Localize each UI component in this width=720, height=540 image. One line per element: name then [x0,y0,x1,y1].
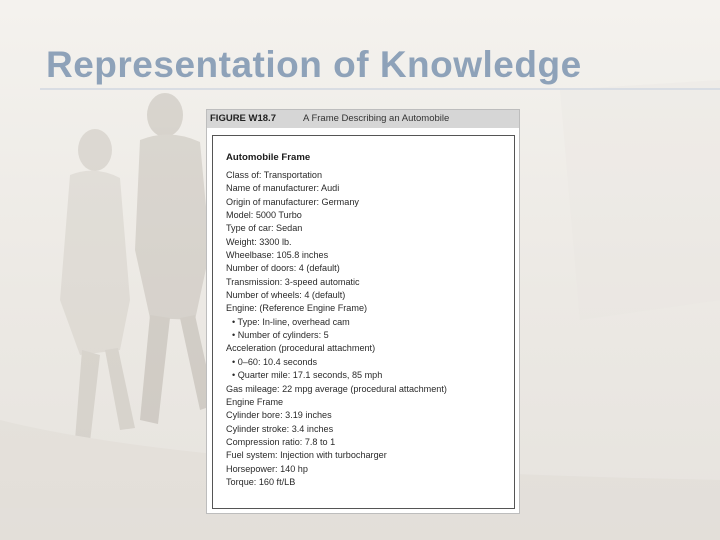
frame-subline: • Type: In-line, overhead cam [232,316,350,327]
frame-line: Origin of manufacturer: Germany [226,196,359,207]
frame-line: Compression ratio: 7.8 to 1 [226,436,336,447]
frame-line: Wheelbase: 105.8 inches [226,250,329,261]
frame-line: Cylinder stroke: 3.4 inches [226,423,334,434]
frame-line: Cylinder bore: 3.19 inches [226,410,332,421]
frame-line: Acceleration (procedural attachment) [226,343,376,354]
frame-line: Weight: 3300 lb. [226,236,292,247]
frame-subline: • Quarter mile: 17.1 seconds, 85 mph [232,370,383,381]
frame-subline: • Number of cylinders: 5 [232,330,329,341]
figure-label: FIGURE W18.7 [210,113,276,124]
frame-heading: Automobile Frame [226,152,311,163]
figure-panel [206,109,520,514]
frame-line: Horsepower: 140 hp [226,463,308,474]
frame-line: Transmission: 3-speed automatic [226,276,360,287]
frame-line: Engine: (Reference Engine Frame) [226,303,368,314]
frame-line: Torque: 160 ft/LB [226,476,296,487]
frame-subline: • 0–60: 10.4 seconds [232,356,318,367]
frame-attribute-list [226,169,447,489]
figure-header [207,110,519,128]
frame-line: Number of doors: 4 (default) [226,263,340,274]
frame-line: Type of car: Sedan [226,223,303,234]
slide-title: Representation of Knowledge [46,44,582,85]
frame-line: Fuel system: Injection with turbocharger [226,450,387,461]
frame-line: Engine Frame [226,396,284,407]
frame-box [212,135,515,509]
frame-line: Model: 5000 Turbo [226,210,302,221]
title-divider [40,88,720,90]
frame-line: Gas mileage: 22 mpg average (procedural attachment) [226,383,447,394]
frame-line: Class of: Transportation [226,170,323,180]
figure-caption: A Frame Describing an Automobile [303,113,450,124]
frame-line: Name of manufacturer: Audi [226,183,340,194]
frame-line: Number of wheels: 4 (default) [226,290,346,301]
